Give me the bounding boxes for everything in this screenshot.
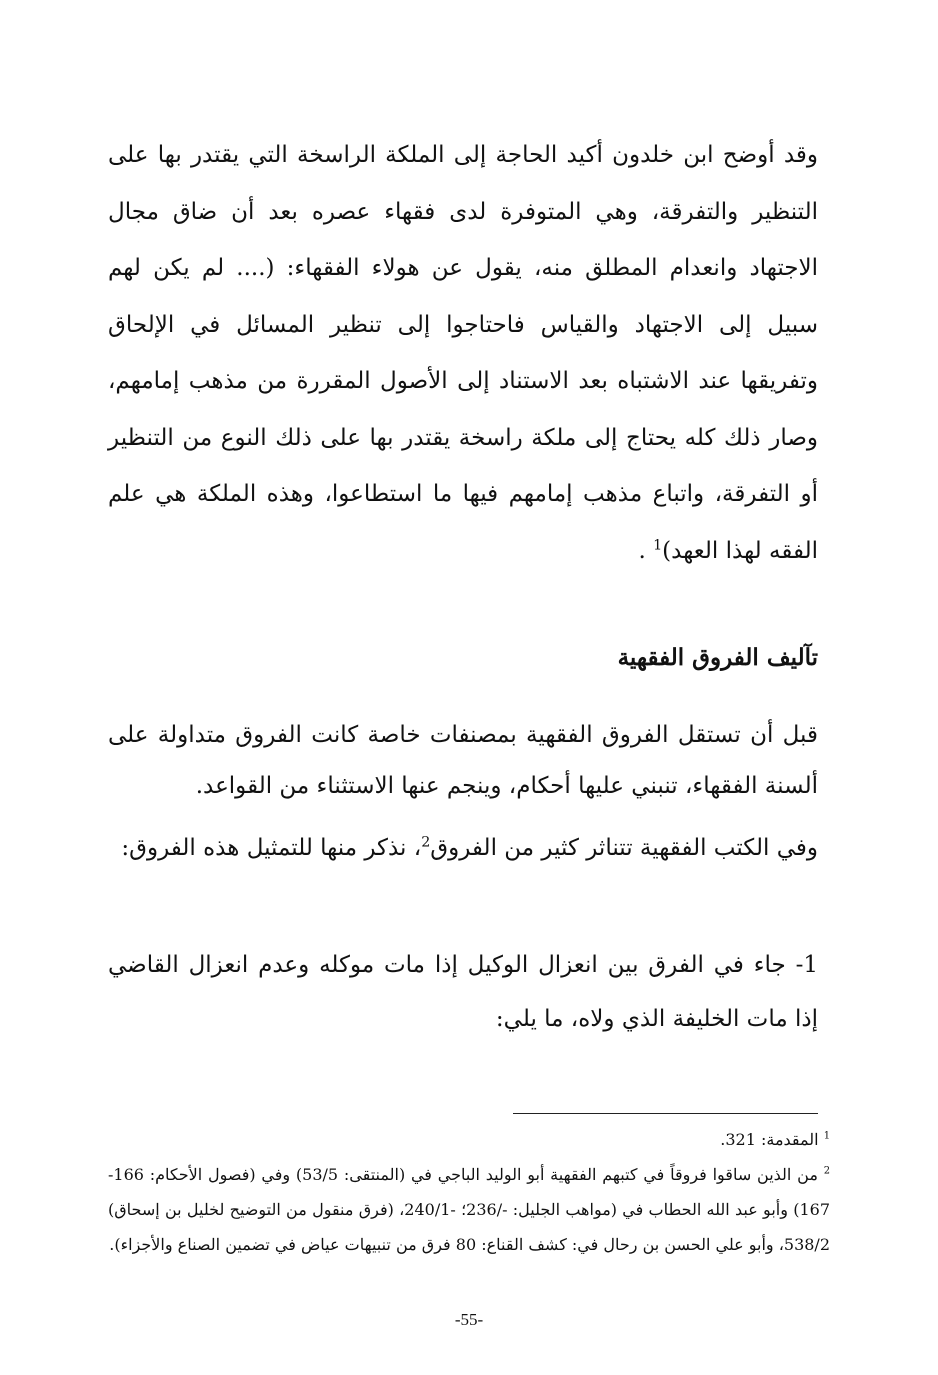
- paragraph-text: وقد أوضح ابن خلدون أكيد الحاجة إلى الملكة الراسخة التي يقتدر بها على التنظير والتفرقة، وهي المتوفرة لدى فقهاء عصره بعد أن ضاق مجال الاجتهاد وانعدام المطلق منه، يقول عن هولاء الفقهاء: (.... لم يكن لهم سبيل إلى الاجتهاد والقياس فاحتاجوا إلى تنظير المسائل في الإلحاق وتفريقها عند الاشتباه بعد الاستناد إلى الأصول المقررة من مذهب إمامهم، وصار ذلك كله يحتاج إلى ملكة راسخة يقتدر بها على ذلك النوع من التنظير أو التفرقة، واتباع مذهب إمامهم فيها ما استطاعوا، وهذه الملكة هي علم الفقه لهذا العهد): [108, 142, 818, 564]
- footnote-2: [108, 1157, 830, 1262]
- body-paragraph-intro: قبل أن تستقل الفروق الفقهية بمصنفات خاصة كانت الفروق متداولة على ألسنة الفقهاء، تنبني عليها أحكام، وينجم عنها الاستثناء من القواعد.: [108, 722, 818, 799]
- page-number: -55-: [454, 1310, 484, 1329]
- section-heading: تآليف الفروق الفقهية: [617, 644, 818, 671]
- footnote-divider: [513, 1113, 818, 1114]
- body-paragraph-ibn-khaldun: [108, 127, 818, 579]
- footnote-text: المقدمة: 321.: [720, 1130, 819, 1149]
- footnote-text: من الذين ساقوا فروقاً في كتبهم الفقهية أبو الوليد الباجي في (المنتقى: 53/5) وفي (فصول الأحكام: 166-167) وأبو عبد الله الحطاب في (مواهب الجليل: -/236؛ -240/1، (فرق منقول من التوضيح لخليل بن إسحاق) 538/2، وأبو علي الحسن بن رحال في: كشف القناع: 80 فرق من تنبيهات عياض في تضمين الصناع والأجزاء).: [108, 1165, 830, 1254]
- footnote-ref-2[interactable]: 2: [421, 834, 431, 851]
- paragraph-text-cont: ، نذكر منها للتمثيل هذه الفروق:: [121, 835, 422, 861]
- body-paragraph-item-1: 1- جاء في الفرق بين انعزال الوكيل إذا مات موكله وعدم انعزال القاضي إذا مات الخليفة الذي ولاه، ما يلي:: [108, 952, 818, 1032]
- paragraph-text: وفي الكتب الفقهية تتناثر كثير من الفروق: [430, 835, 818, 861]
- footnotes-section: [108, 1122, 830, 1262]
- footnote-number: 1: [823, 1130, 830, 1142]
- paragraph-end: .: [638, 537, 654, 564]
- footnote-ref-1[interactable]: 1: [653, 536, 663, 553]
- footnote-number: 2: [823, 1165, 831, 1177]
- body-paragraph-examples: [108, 823, 818, 874]
- footnote-1: [108, 1122, 830, 1157]
